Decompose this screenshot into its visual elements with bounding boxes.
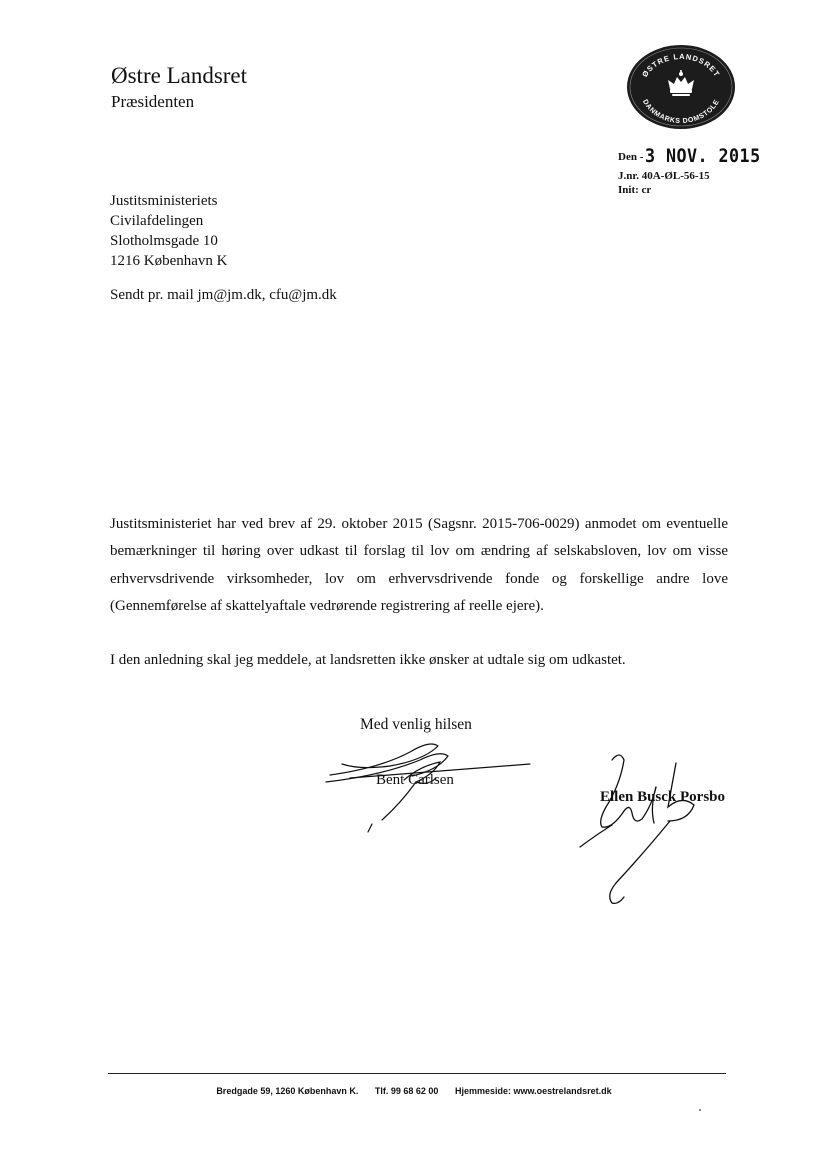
seal-bottom-text: DANMARKS DOMSTOLE [641,98,721,126]
recipient-line-2: Civilafdelingen [110,213,204,229]
body-paragraph-1: Justitsministeriet har ved brev af 29. oktober 2015 (Sagsnr. 2015-706-0029) anmodet om eventuelle bemærkninger til høring over udkast til forslag til lov om ændring af selskabsloven, lov om visse erhvervsdrivende virksomheder, lov om erhvervsdrivende fonde og forskellige andre love (Gennemførelse af skattelyaftale vedrørende registrering af reelle ejere). [110,516,728,614]
signature-2 [572,745,722,910]
journal-number: J.nr. 40A-ØL-56-15 [618,170,710,182]
footer-website: Hjemmeside: www.oestrelandsret.dk [454,1086,612,1096]
court-name: Østre Landsret [111,63,248,88]
recipient-line-4: 1216 København K [110,253,228,269]
closing-greeting: Med venlig hilsen [360,716,472,733]
court-seal [626,44,736,130]
signer-2-name: Ellen Busck Porsbo [600,789,726,805]
recipient-line-1: Justitsministeriets [110,193,218,209]
footer-rule [108,1073,726,1074]
scan-speck [699,1109,701,1111]
signature-1 [320,720,540,840]
date-stamp: 3 NOV. 2015 [645,145,761,167]
footer [0,1086,828,1096]
footer-phone: Tlf. 99 68 62 00 [374,1086,439,1096]
body-paragraph-2: I den anledning skal jeg meddele, at landsretten ikke ønsker at udtale sig om udkastet. [110,652,626,668]
recipient-address [110,191,227,271]
initials: Init: cr [618,184,652,196]
seal-top-text: ØSTRE LANDSRET [640,51,722,79]
signer-1-name: Bent Carlsen [376,772,454,788]
court-office: Præsidenten [111,92,195,111]
date-label: Den - [618,151,644,163]
reference-block [618,145,761,197]
footer-address: Bredgade 59, 1260 København K. [216,1086,359,1096]
recipient-line-3: Slotholmsgade 10 [110,233,218,249]
sent-via: Sendt pr. mail jm@jm.dk, cfu@jm.dk [110,287,337,303]
